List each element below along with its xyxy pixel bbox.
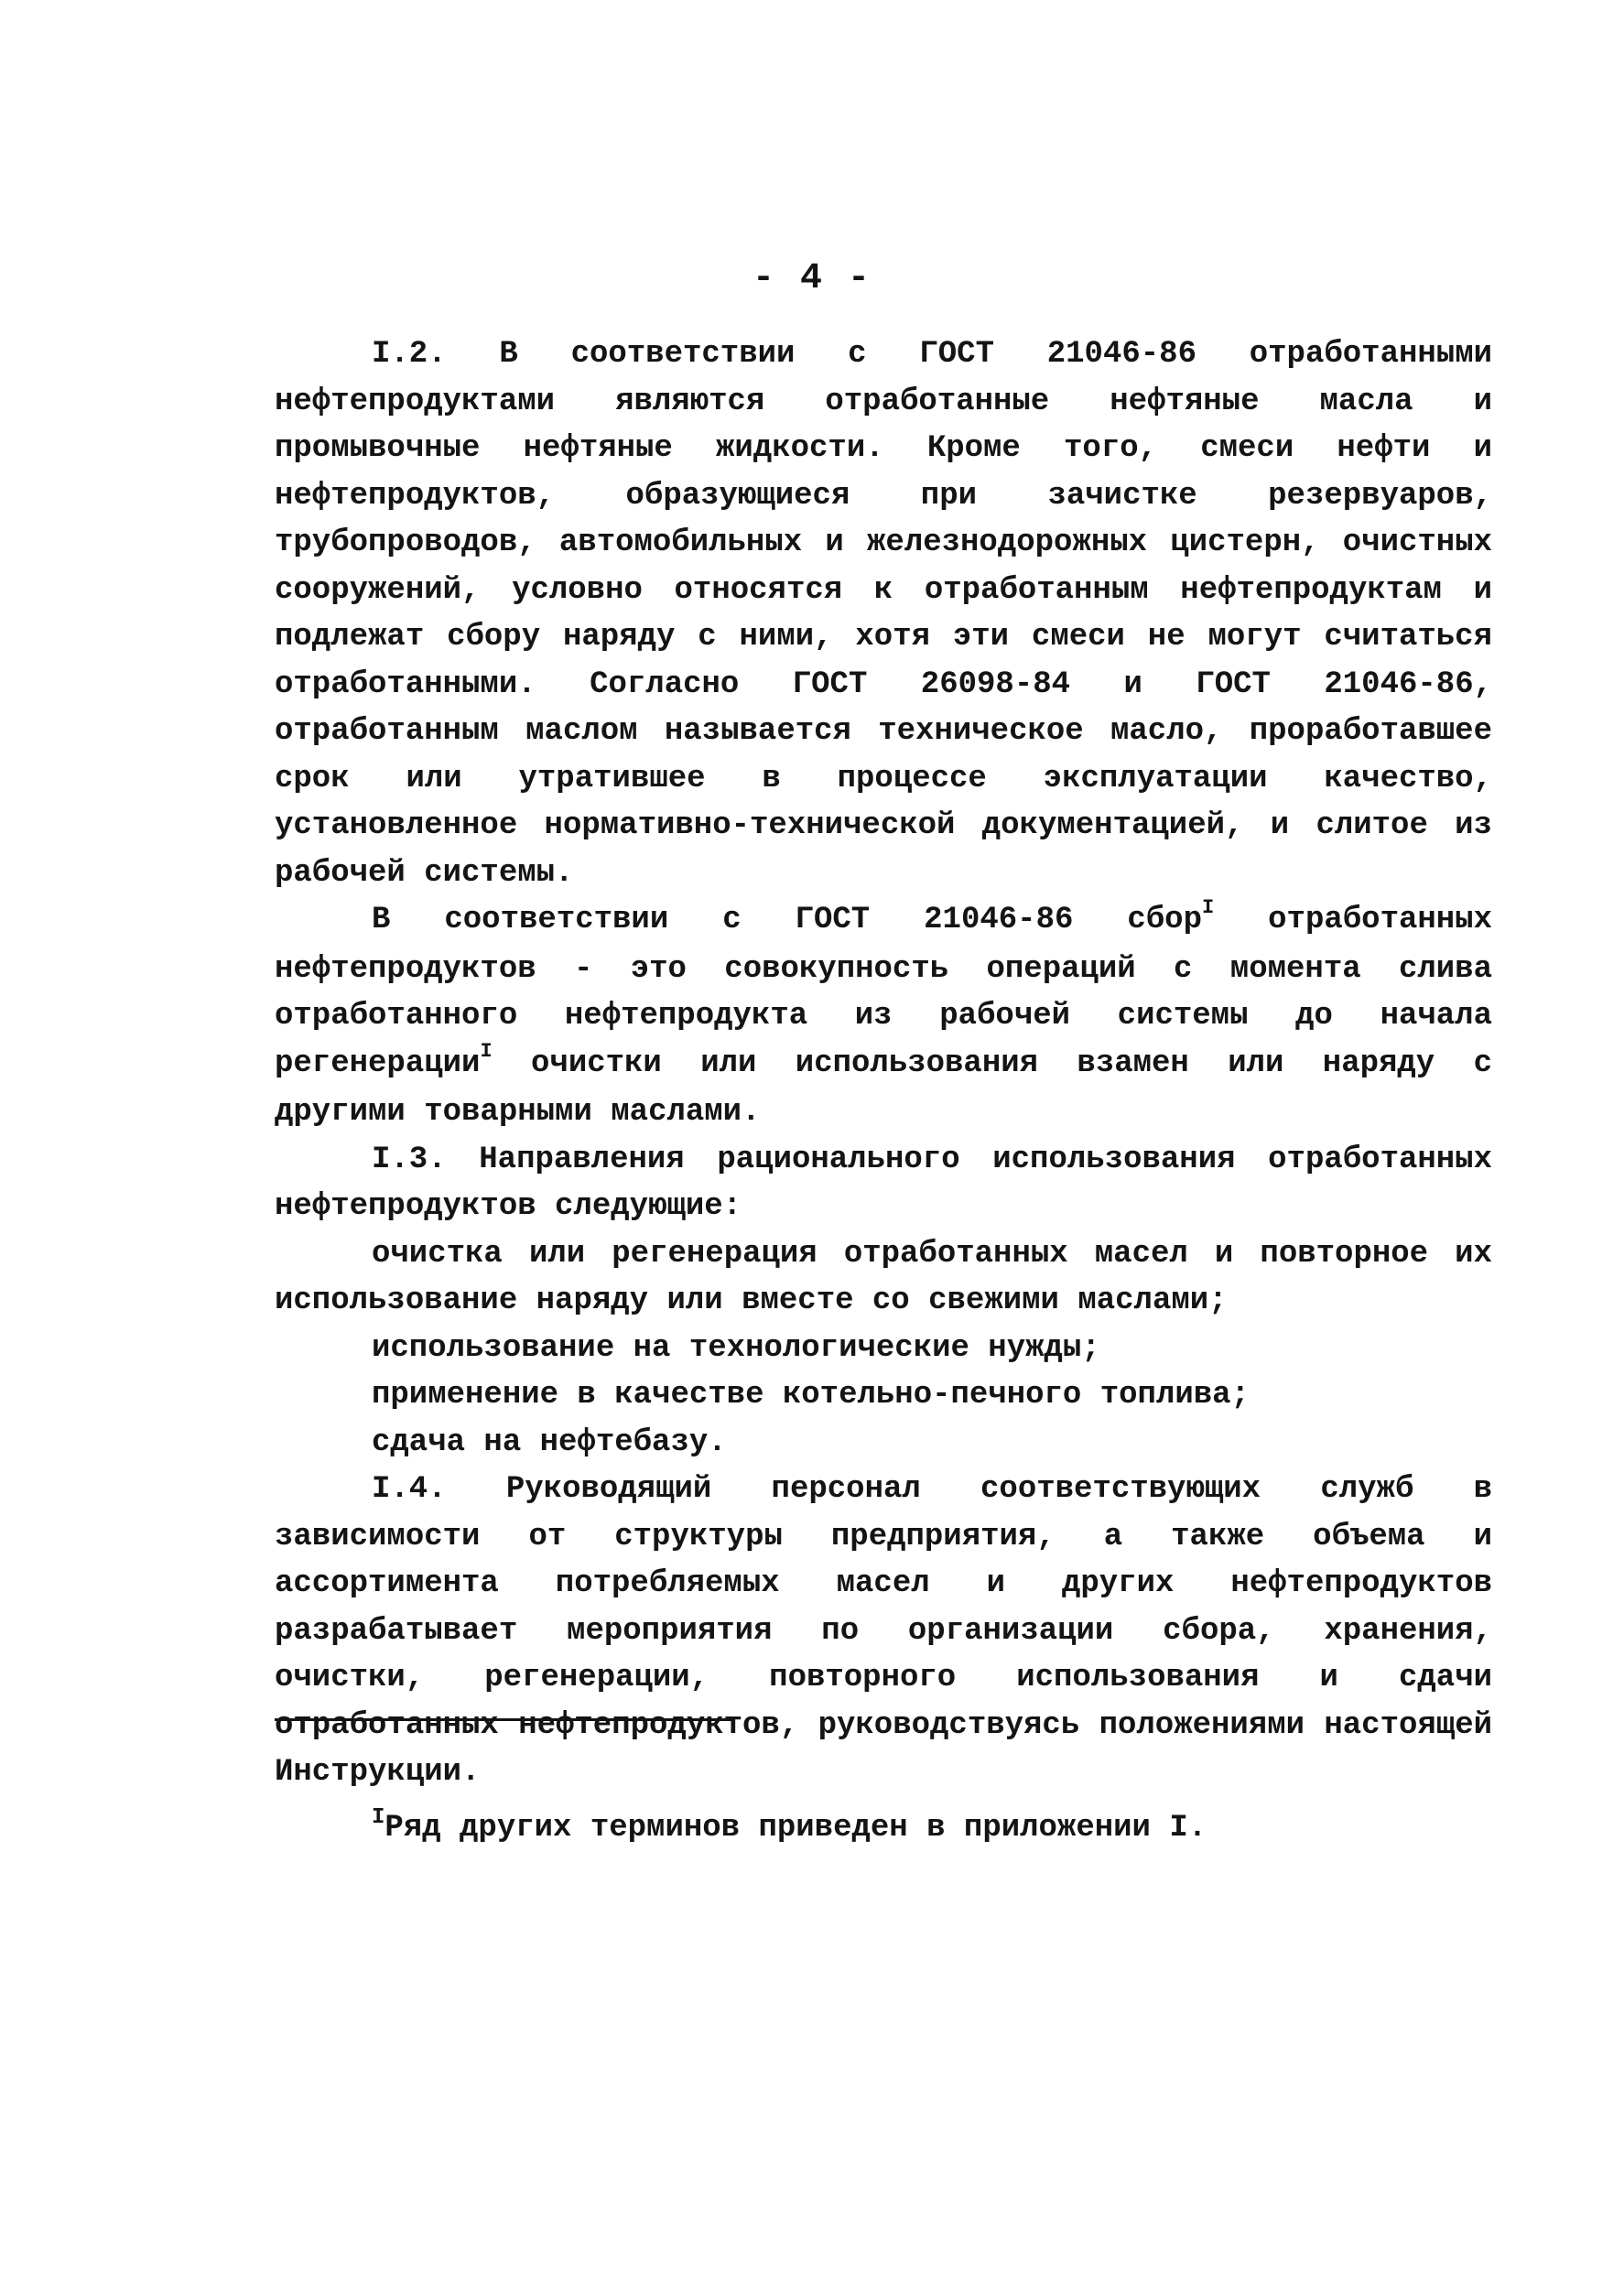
document-body — [275, 331, 1492, 1797]
list-item: сдача на нефтебазу. — [372, 1424, 727, 1460]
footnote-mark: I — [372, 1805, 385, 1830]
footnote-divider — [275, 1718, 732, 1721]
paragraph-collection-start: В соответствии с ГОСТ 21046-86 сбор — [372, 903, 1202, 937]
footnote — [372, 1805, 1470, 1854]
footnote-reference: I — [1201, 896, 1215, 919]
paragraph-collection-middle: отработанных нефтепродуктов - это совокупность операций с момента слива отработанного нефтепродукта из рабочей системы до начала регенерации — [275, 903, 1492, 1081]
footnote-text: Ряд других терминов приведен в приложении I. — [384, 1811, 1207, 1846]
list-item: использование на технологические нужды; — [372, 1330, 1100, 1366]
footnote-reference: I — [480, 1039, 493, 1063]
paragraph-collection-end: очистки или использования взамен или наряду с другими товарными маслами. — [275, 1045, 1492, 1130]
paragraph-1-3: I.3. Направления рационального использования отработанных нефтепродуктов следующие: — [275, 1142, 1492, 1224]
paragraph-1-4: I.4. Руководящий персонал соответствующих служб в зависимости от структуры предприятия, а также объема и ассортимента потребляемых масел и других нефтепродуктов разрабатывает мероприятия по организации сбора, хранения, очистки, регенерации, повторного использования и сдачи отработанных нефтепродуктов, руководствуясь положениями настоящей Инструкции. — [275, 1472, 1492, 1790]
paragraph-1-2: I.2. В соответствии с ГОСТ 21046-86 отработанными нефтепродуктами являются отработанные нефтяные масла и промывочные нефтяные жидкости. Кроме того, смеси нефти и нефтепродуктов, образующиеся при зачистке резервуаров, трубопроводов, автомобильных и железнодорожных цистерн, очистных сооружений, условно относятся к отработанным нефтепродуктам и подлежат сбору наряду с ними, хотя эти смеси не могут считаться отработанными. Согласно ГОСТ 26098-84 и ГОСТ 21046-86, отработанным маслом называется техническое масло, проработавшее срок или утратившее в процессе эксплуатации качество, установленное нормативно-технической документацией, и слитое из рабочей системы. — [275, 337, 1492, 891]
page-number: - 4 - — [752, 258, 872, 299]
list-item: очистка или регенерация отработанных масел и повторное их использование наряду или вместе со свежими маслами; — [275, 1236, 1492, 1318]
list-item: применение в качестве котельно-печного топлива; — [372, 1378, 1250, 1413]
paragraph-collection-definition — [275, 897, 1492, 1137]
